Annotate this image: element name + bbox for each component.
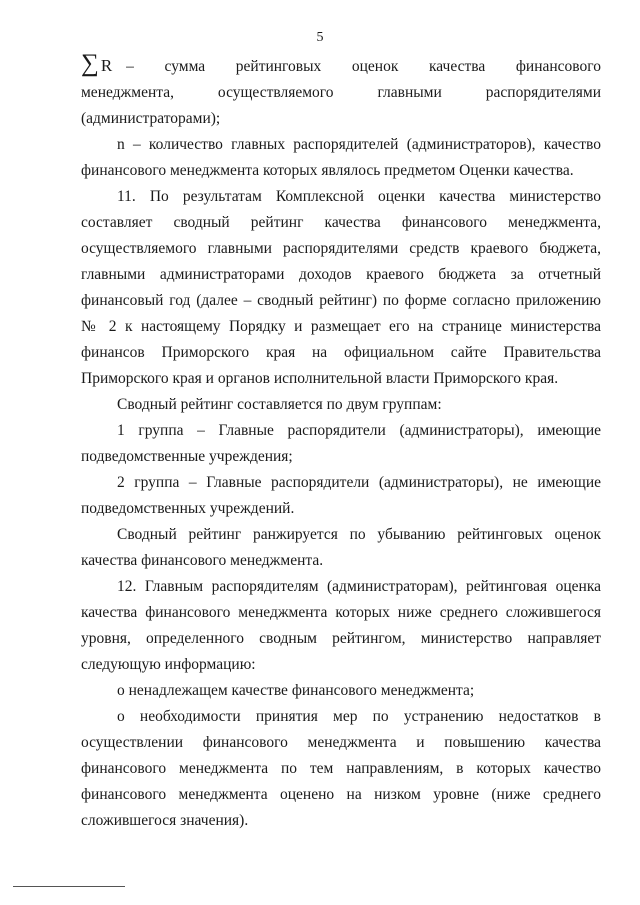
info-item-2: о необходимости принятия мер по устранению недостатков в осуществлении финансового менеджмента и повышению качества финансового менеджмента по тем направлениям, в которых качество финансового менеджмента оценено на низком уровне (ниже среднего сложившегося значения). <box>81 708 601 829</box>
sum-variable: R <box>100 56 113 75</box>
document-body <box>81 51 601 834</box>
group-1: 1 группа – Главные распорядители (администраторы), имеющие подведомственные учреждения; <box>81 422 601 465</box>
clause-12: 12. Главным распорядителям (администраторам), рейтинговая оценка качества финансового менеджмента которых ниже среднего сложившегося уровня, определенного сводным рейтингом, министерство направляет следующую информацию: <box>81 578 601 673</box>
groups-intro: Сводный рейтинг составляется по двум группам: <box>117 396 442 413</box>
page-number: 5 <box>316 30 324 45</box>
info-item-1: о ненадлежащем качестве финансового менеджмента; <box>117 682 475 699</box>
n-definition: n – количество главных распорядителей (администраторов), качество финансового менеджмента которых являлось предметом Оценки качества. <box>81 136 601 179</box>
sum-definition-continuation: менеджмента, осуществляемого главными распорядителями (администраторами); <box>81 84 601 127</box>
sigma-symbol: ∑ <box>81 50 99 77</box>
ranking-paragraph: Сводный рейтинг ранжируется по убыванию рейтинговых оценок качества финансового менеджмента. <box>81 526 601 569</box>
sum-definition-line <box>81 51 601 80</box>
group-2: 2 группа – Главные распорядители (администраторы), не имеющие подведомственных учреждений. <box>81 474 601 517</box>
footnote-rule <box>13 886 125 887</box>
sum-definition-text: – сумма рейтинговых оценок качества финансового <box>126 58 601 75</box>
clause-11: 11. По результатам Комплексной оценки качества министерство составляет сводный рейтинг качества финансового менеджмента, осуществляемого главными распорядителями средств краевого бюджета, главными администраторами доходов краевого бюджета за отчетный финансовый год (далее – сводный рейтинг) по форме согласно приложению № 2 к настоящему Порядку и размещает его на странице министерства финансов Приморского края на официальном сайте Правительства Приморского края и органов исполнительной власти Приморского края. <box>81 188 601 387</box>
